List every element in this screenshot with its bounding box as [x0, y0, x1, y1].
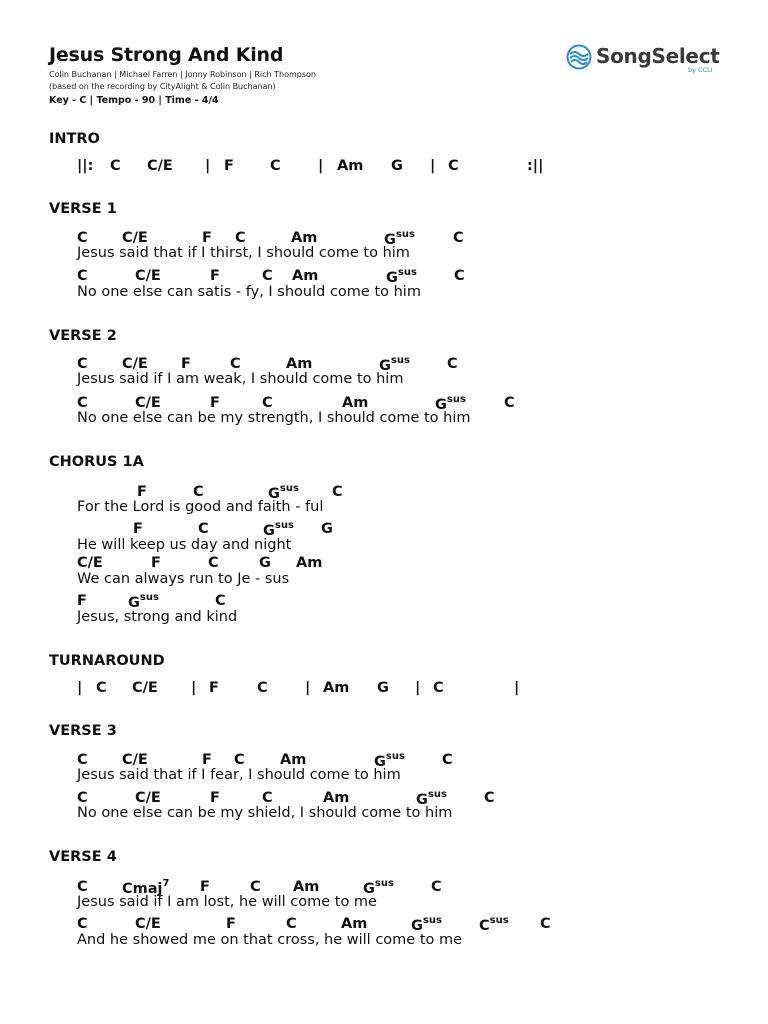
bar-line: |	[514, 680, 520, 696]
chord: $C^{sus}$	[479, 915, 509, 934]
chord: C/E	[135, 916, 161, 932]
chord: Am	[296, 555, 323, 571]
chord: F	[200, 879, 210, 895]
section-heading-verse-4: VERSE 4	[49, 849, 117, 865]
chord: Am	[286, 356, 313, 372]
chord: C	[208, 555, 219, 571]
lyric-text: Jesus, strong and kind	[77, 609, 238, 625]
chord: C	[77, 230, 88, 246]
section-heading-turnaround: TURNAROUND	[49, 653, 165, 669]
chord: C	[77, 752, 88, 768]
chord: Am	[280, 752, 307, 768]
bar-line: |	[191, 680, 197, 696]
chord: C	[77, 356, 88, 372]
lyric-text: He will keep us day and night	[77, 537, 292, 553]
chord: C	[262, 790, 273, 806]
lyric-text: Jesus said if I am lost, he will come to me	[77, 894, 377, 910]
chord: C	[448, 158, 459, 174]
chord: F	[210, 268, 220, 284]
bar-line: |	[318, 158, 324, 174]
chord: C	[77, 268, 88, 284]
logo-byline: by CCLI	[688, 66, 713, 74]
chord: C/E	[122, 230, 148, 246]
chord: $G^{sus}$	[379, 355, 410, 374]
chord: F	[151, 555, 161, 571]
chord: C	[540, 916, 551, 932]
chord: $G^{sus}$	[435, 394, 466, 413]
chord: C	[215, 593, 226, 609]
chord: Am	[323, 680, 350, 696]
chord: C/E	[135, 395, 161, 411]
key-tempo-time: Key - C | Tempo - 90 | Time - 4/4	[49, 95, 219, 106]
chord: C	[110, 158, 121, 174]
chord: C/E	[135, 268, 161, 284]
chord: Am	[292, 268, 319, 284]
chord: G	[259, 555, 271, 571]
lyric-text: And he showed me on that cross, he will come to me	[77, 932, 463, 948]
bar-line: |	[415, 680, 421, 696]
chord: F	[209, 680, 219, 696]
lyric-text: Jesus said that if I thirst, I should come to him	[77, 245, 410, 261]
chord: F	[210, 395, 220, 411]
lyric-text: No one else can be my shield, I should come to him	[77, 805, 453, 821]
bar-line: |	[205, 158, 211, 174]
bar-line: |	[430, 158, 436, 174]
chord: C	[270, 158, 281, 174]
chord: Am	[323, 790, 350, 806]
page-title: Jesus Strong And Kind	[49, 44, 284, 66]
chord: C/E	[122, 752, 148, 768]
chord: C/E	[147, 158, 173, 174]
chord: $G^{sus}$	[263, 520, 294, 539]
chord: C	[234, 752, 245, 768]
bar-line: |	[77, 680, 83, 696]
bar-line: |	[305, 680, 311, 696]
chord: C	[332, 484, 343, 500]
chord: $G^{sus}$	[384, 229, 415, 248]
section-heading-verse-1: VERSE 1	[49, 201, 117, 217]
chord: F	[133, 521, 143, 537]
section-heading-verse-3: VERSE 3	[49, 723, 117, 739]
lyric-text: No one else can be my strength, I should come to him	[77, 410, 471, 426]
songselect-logo	[566, 44, 726, 74]
chord: Am	[291, 230, 318, 246]
chord: $G^{sus}$	[363, 878, 394, 897]
chord: C	[198, 521, 209, 537]
section-heading-intro: INTRO	[49, 131, 100, 147]
chord: $G^{sus}$	[128, 592, 159, 611]
chord: C	[447, 356, 458, 372]
songselect-wave-icon	[566, 44, 592, 70]
chord: C	[442, 752, 453, 768]
chord: C	[286, 916, 297, 932]
chord: C	[230, 356, 241, 372]
chord: $G^{sus}$	[411, 915, 442, 934]
chord: C	[235, 230, 246, 246]
lyric-text: Jesus said that if I fear, I should come to him	[77, 767, 401, 783]
chord: C	[96, 680, 107, 696]
chord: Am	[337, 158, 364, 174]
chord: Am	[342, 395, 369, 411]
chord: C	[431, 879, 442, 895]
chord: Am	[341, 916, 368, 932]
chord: $G^{sus}$	[416, 789, 447, 808]
chord: F	[226, 916, 236, 932]
chord: F	[224, 158, 234, 174]
chord: C	[77, 790, 88, 806]
recording-credit: (based on the recording by CityAlight & Colin Buchanan)	[49, 82, 276, 91]
chord: $G^{sus}$	[268, 483, 299, 502]
chord: F	[77, 593, 87, 609]
lyric-text: For the Lord is good and faith - ful	[77, 499, 324, 515]
chord: F	[202, 230, 212, 246]
chord: C	[453, 230, 464, 246]
chord: C	[77, 395, 88, 411]
chord: C	[454, 268, 465, 284]
chord: F	[210, 790, 220, 806]
chord: C	[262, 268, 273, 284]
bar-repeat-end: :||	[527, 158, 544, 174]
chord: Cmaj$^7$	[122, 878, 170, 897]
chord: C	[77, 879, 88, 895]
chord: G	[321, 521, 333, 537]
chord: F	[137, 484, 147, 500]
chord: F	[202, 752, 212, 768]
chord: $G^{sus}$	[374, 751, 405, 770]
chord: C/E	[122, 356, 148, 372]
chord: C/E	[132, 680, 158, 696]
author-credits: Colin Buchanan | Michael Farren | Jonny Robinson | Rich Thompson	[49, 70, 316, 79]
chord: F	[181, 356, 191, 372]
chord: G	[391, 158, 403, 174]
chord: Am	[293, 879, 320, 895]
chord: $G^{sus}$	[386, 267, 417, 286]
lyric-text: Jesus said if I am weak, I should come to him	[77, 371, 404, 387]
section-heading-verse-2: VERSE 2	[49, 328, 117, 344]
chord: C	[77, 916, 88, 932]
chord: C	[262, 395, 273, 411]
chord: C	[193, 484, 204, 500]
lyric-text: We can always run to Je - sus	[77, 571, 290, 587]
lyric-text: No one else can satis - fy, I should come to him	[77, 284, 421, 300]
chord: C	[433, 680, 444, 696]
chord: C	[250, 879, 261, 895]
section-heading-chorus-1a: CHORUS 1A	[49, 454, 144, 470]
chord: C	[484, 790, 495, 806]
chord: C	[257, 680, 268, 696]
chord: C/E	[77, 555, 103, 571]
chord: C/E	[135, 790, 161, 806]
bar-repeat-start: ||:	[77, 158, 94, 174]
chord: G	[377, 680, 389, 696]
logo-wordmark: SongSelect	[596, 44, 720, 68]
chord: C	[504, 395, 515, 411]
